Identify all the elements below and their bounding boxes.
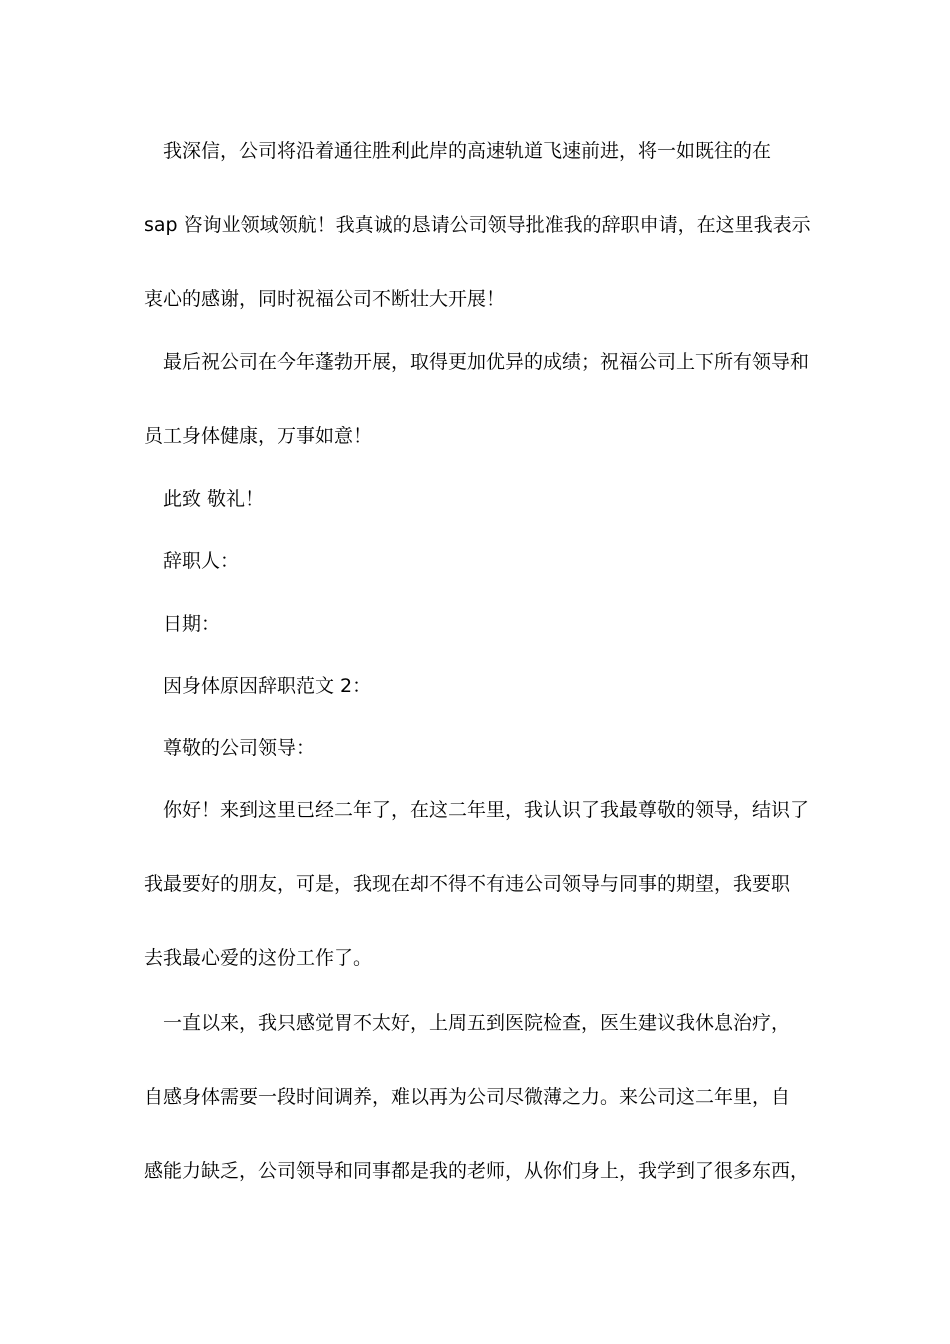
paragraph-line-12: 我最要好的朋友，可是，我现在却不得不有违公司领导与同事的期望，我要职 <box>144 873 791 895</box>
section-title: 因身体原因辞职范文 2： <box>163 675 372 697</box>
resigner-label: 辞职人： <box>163 550 240 572</box>
date-label: 日期： <box>163 613 221 635</box>
paragraph-line-4: 最后祝公司在今年蓬勃开展，取得更加优异的成绩；祝福公司上下所有领导和 <box>163 351 810 373</box>
paragraph-line-11: 你好！来到这里已经二年了，在这二年里，我认识了我最尊敬的领导，结识了 <box>163 799 810 821</box>
paragraph-line-13: 去我最心爱的这份工作了。 <box>144 947 373 969</box>
paragraph-line-1: 我深信，公司将沿着通往胜利此岸的高速轨道飞速前进，将一如既往的在 <box>163 140 772 162</box>
paragraph-line-3: 衷心的感谢，同时祝福公司不断壮大开展！ <box>144 288 506 310</box>
closing-salutation: 此致 敬礼！ <box>163 488 265 510</box>
paragraph-line-14: 一直以来，我只感觉胃不太好，上周五到医院检查，医生建议我休息治疗， <box>163 1012 791 1034</box>
greeting: 尊敬的公司领导： <box>163 737 316 759</box>
paragraph-line-2: sap 咨询业领域领航！我真诚的恳请公司领导批准我的辞职申请，在这里我表示 <box>144 214 811 236</box>
paragraph-line-16: 感能力缺乏，公司领导和同事都是我的老师，从你们身上，我学到了很多东西， <box>144 1160 810 1182</box>
paragraph-line-15: 自感身体需要一段时间调养，难以再为公司尽微薄之力。来公司这二年里，自 <box>144 1086 791 1108</box>
paragraph-line-5: 员工身体健康，万事如意！ <box>144 425 373 447</box>
